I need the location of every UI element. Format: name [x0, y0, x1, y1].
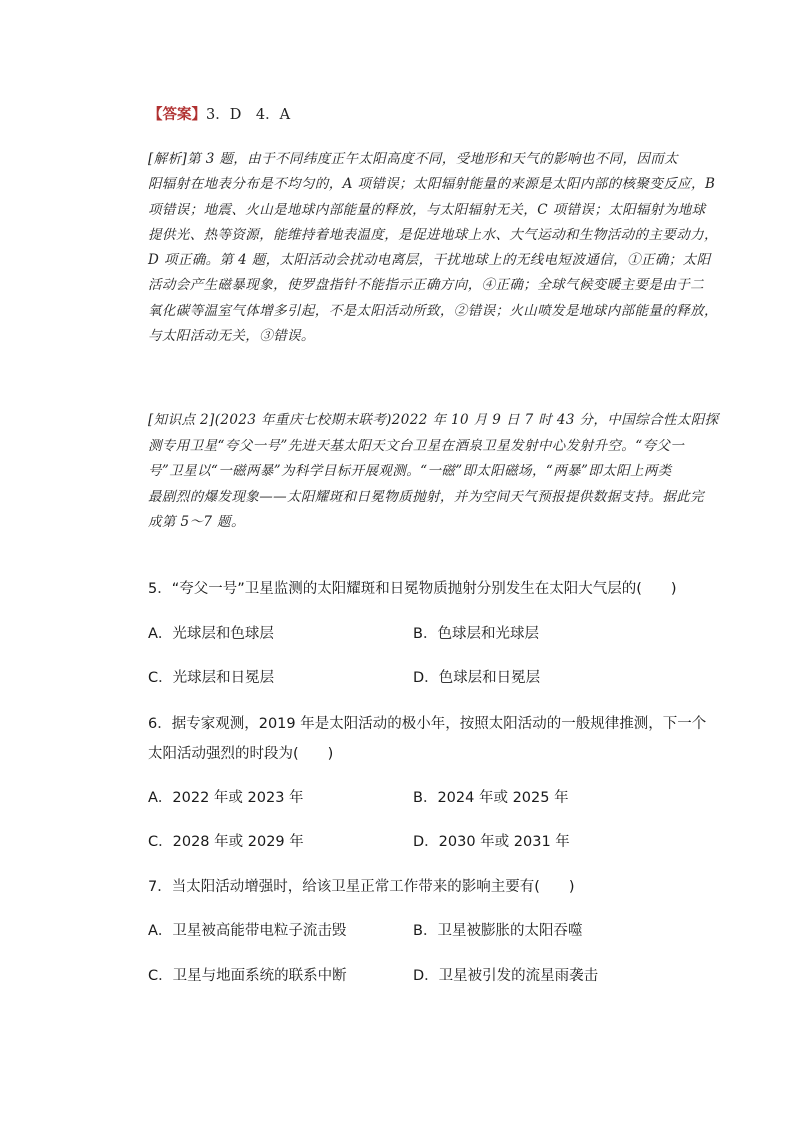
- answer-text: 3．D 4．A: [206, 107, 291, 123]
- answer-tag: 【答案】: [148, 107, 206, 123]
- explanation-line: 活动会产生磁暴现象，使罗盘指针不能指示正确方向，④正确；全球气候变暖主要是由于二: [148, 277, 704, 294]
- question-5-option-c: C．光球层和日冕层: [148, 670, 275, 686]
- knowledge-point-line: 号”卫星以“一磁两暴”为科学目标开展观测。“一磁”即太阳磁场，“两暴”即太阳上两类: [148, 463, 672, 479]
- explanation-line: D 项正确。第 4 题，太阳活动会扰动电离层，干扰地球上的无线电短波通信，①正确；太阳: [148, 252, 711, 269]
- explanation-line: 阳辐射在地表分布是不均匀的，A 项错误；太阳辐射能量的来源是太阳内部的核聚变反应，B: [148, 176, 716, 193]
- question-6-stem-line-1: 6．据专家观测，2019 年是太阳活动的极小年，按照太阳活动的一般规律推测，下一个: [148, 716, 707, 732]
- knowledge-point-line: 成第 5～7 题。: [148, 514, 245, 530]
- knowledge-point-line: 测专用卫星“夸父一号”先进天基太阳天文台卫星在酒泉卫星发射中心发射升空。“夸父一: [148, 437, 685, 454]
- question-6-option-d: D．2030 年或 2031 年: [413, 834, 570, 850]
- question-6-option-a: A．2022 年或 2023 年: [148, 790, 304, 806]
- question-6-option-b: B．2024 年或 2025 年: [413, 790, 569, 806]
- question-7-stem: 7．当太阳活动增强时，给该卫星正常工作带来的影响主要有( ): [148, 879, 575, 895]
- question-7-option-b: B．卫星被膨胀的太阳吞噬: [413, 923, 583, 939]
- explanation-line: 与太阳活动无关，③错误。: [148, 328, 315, 345]
- question-7-option-c: C．卫星与地面系统的联系中断: [148, 968, 347, 984]
- question-5-option-a: A．光球层和色球层: [148, 626, 274, 642]
- explanation-line: 项错误；地震、火山是地球内部能量的释放，与太阳辐射无关，C 项错误；太阳辐射为地球: [148, 201, 706, 218]
- explanation-line: 提供光、热等资源，能维持着地表温度，是促进地球上水、大气运动和生物活动的主要动力，: [148, 226, 718, 243]
- question-5-option-b: B．色球层和光球层: [413, 626, 539, 642]
- question-7-option-a: A．卫星被高能带电粒子流击毁: [148, 923, 347, 939]
- question-5-stem: 5．“夸父一号”卫星监测的太阳耀斑和日冕物质抛射分别发生在太阳大气层的( ): [148, 581, 677, 597]
- explanation-paragraph: [148, 147, 718, 349]
- question-6-option-c: C．2028 年或 2029 年: [148, 834, 304, 850]
- knowledge-point-line: 最剧烈的爆发现象——太阳耀斑和日冕物质抛射，并为空间天气预报提供数据支持。据此完: [148, 488, 704, 505]
- explanation-line: 氧化碳等温室气体增多引起，不是太阳活动所致，②错误；火山喷发是地球内部能量的释放，: [148, 302, 718, 319]
- question-5-option-d: D．色球层和日冕层: [413, 670, 541, 686]
- answer-line: [148, 104, 290, 126]
- question-7-option-d: D．卫星被引发的流星雨袭击: [413, 968, 599, 984]
- question-6-stem-line-2: 太阳活动强烈的时段为( ): [148, 746, 334, 762]
- knowledge-point-paragraph: [148, 408, 719, 536]
- explanation-line: [解析]第 3 题，由于不同纬度正午太阳高度不同，受地形和天气的影响也不同，因而太: [148, 151, 679, 167]
- knowledge-point-line: [知识点 2](2023 年重庆七校期末联考)2022 年 10 月 9 日 7 时 43 分，中国综合性太阳探: [148, 412, 719, 428]
